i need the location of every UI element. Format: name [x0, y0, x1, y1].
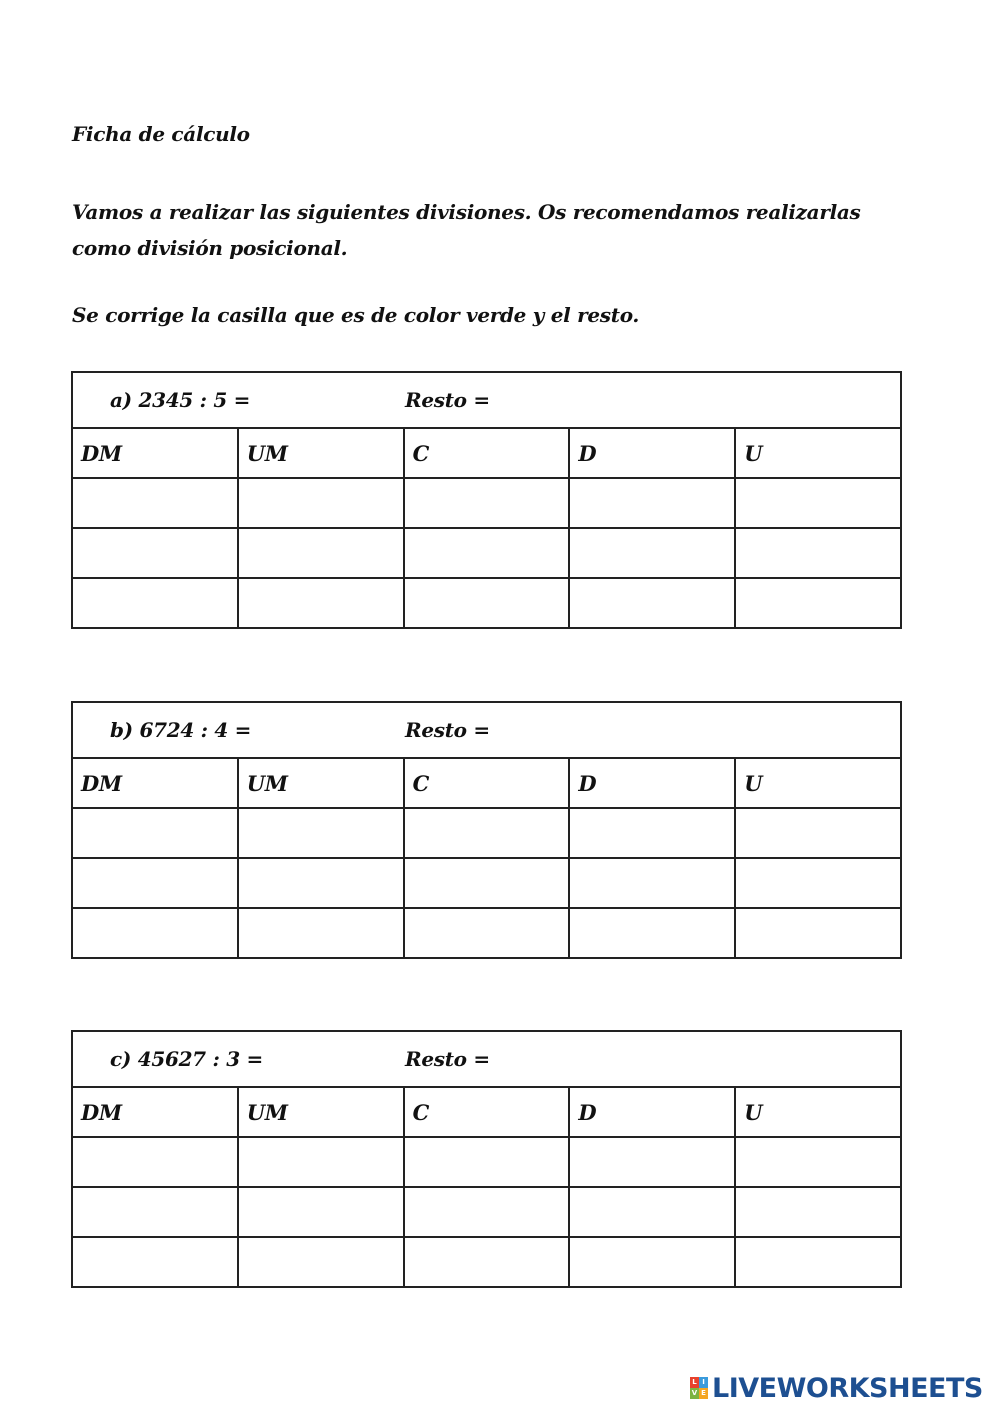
- answer-cell[interactable]: [72, 578, 238, 628]
- answer-cell[interactable]: [735, 1137, 901, 1187]
- answer-cell[interactable]: [404, 1187, 570, 1237]
- column-header-um: UM: [238, 758, 404, 808]
- column-header-um: UM: [238, 1087, 404, 1137]
- division-expression: 45627 : 3 =: [137, 1047, 263, 1071]
- answer-cell[interactable]: [238, 1187, 404, 1237]
- worksheet-title: Ficha de cálculo: [72, 122, 250, 146]
- column-header-c: C: [404, 758, 570, 808]
- logo-letter: I: [699, 1377, 708, 1388]
- answer-row: [72, 1137, 901, 1187]
- exercise-table-a: [71, 371, 902, 629]
- answer-cell[interactable]: [238, 858, 404, 908]
- answer-cell[interactable]: [735, 808, 901, 858]
- column-header-d: D: [569, 1087, 735, 1137]
- answer-cell[interactable]: [72, 478, 238, 528]
- answer-cell[interactable]: [72, 1237, 238, 1287]
- answer-row: [72, 858, 901, 908]
- exercise-table-b: [71, 701, 902, 959]
- answer-cell[interactable]: [404, 578, 570, 628]
- column-header-u: U: [735, 428, 901, 478]
- column-header-c: C: [404, 428, 570, 478]
- answer-cell[interactable]: [72, 858, 238, 908]
- answer-cell[interactable]: [404, 858, 570, 908]
- answer-cell[interactable]: [569, 528, 735, 578]
- column-header-dm: DM: [72, 758, 238, 808]
- answer-cell[interactable]: [72, 808, 238, 858]
- answer-cell[interactable]: [735, 1237, 901, 1287]
- answer-cell[interactable]: [72, 528, 238, 578]
- exercise-header: [72, 702, 901, 758]
- answer-cell[interactable]: [72, 908, 238, 958]
- answer-row: [72, 1237, 901, 1287]
- answer-cell[interactable]: [735, 1187, 901, 1237]
- answer-row: [72, 1187, 901, 1237]
- remainder-label: Resto =: [405, 388, 490, 412]
- instruction-correction: Se corrige la casilla que es de color verde y el resto.: [72, 303, 640, 327]
- column-header-c: C: [404, 1087, 570, 1137]
- remainder-label: Resto =: [405, 1047, 490, 1071]
- answer-cell[interactable]: [569, 908, 735, 958]
- exercise-header: [72, 372, 901, 428]
- logo-letter: E: [699, 1388, 708, 1399]
- answer-cell[interactable]: [72, 1137, 238, 1187]
- exercise-table-c: [71, 1030, 902, 1288]
- exercise-label: c): [110, 1047, 132, 1071]
- remainder-label: Resto =: [405, 718, 490, 742]
- instruction-division: Vamos a realizar las siguientes divisiones. Os recomendamos realizarlas como división posicional.: [72, 200, 861, 260]
- column-header-u: U: [735, 1087, 901, 1137]
- logo-letter: V: [691, 1389, 698, 1397]
- answer-row: [72, 578, 901, 628]
- answer-cell[interactable]: [569, 1187, 735, 1237]
- answer-cell[interactable]: [404, 908, 570, 958]
- problem-statement: [73, 718, 405, 742]
- answer-cell[interactable]: [238, 528, 404, 578]
- column-header-d: D: [569, 758, 735, 808]
- answer-cell[interactable]: [569, 808, 735, 858]
- answer-cell[interactable]: [404, 1237, 570, 1287]
- column-header-d: D: [569, 428, 735, 478]
- answer-cell[interactable]: [238, 1237, 404, 1287]
- answer-row: [72, 528, 901, 578]
- problem-statement: [73, 1047, 405, 1071]
- answer-row: [72, 478, 901, 528]
- liveworksheets-logo-icon: [690, 1377, 708, 1399]
- division-expression: 2345 : 5 =: [138, 388, 251, 412]
- column-header-dm: DM: [72, 428, 238, 478]
- exercise-label: b): [110, 718, 133, 742]
- column-header-dm: DM: [72, 1087, 238, 1137]
- answer-row: [72, 908, 901, 958]
- answer-cell[interactable]: [238, 1137, 404, 1187]
- exercise-label: a): [110, 388, 132, 412]
- liveworksheets-logo: [690, 1372, 983, 1404]
- answer-cell[interactable]: [569, 1137, 735, 1187]
- answer-cell[interactable]: [735, 578, 901, 628]
- answer-cell[interactable]: [569, 478, 735, 528]
- exercise-header: [72, 1031, 901, 1087]
- column-header-u: U: [735, 758, 901, 808]
- answer-cell[interactable]: [404, 478, 570, 528]
- division-expression: 6724 : 4 =: [139, 718, 252, 742]
- answer-cell[interactable]: [404, 1137, 570, 1187]
- logo-letter: L: [690, 1377, 699, 1388]
- answer-cell[interactable]: [569, 1237, 735, 1287]
- answer-cell[interactable]: [404, 808, 570, 858]
- problem-statement: [73, 388, 405, 412]
- answer-cell[interactable]: [72, 1187, 238, 1237]
- answer-row: [72, 808, 901, 858]
- answer-cell[interactable]: [238, 478, 404, 528]
- answer-cell[interactable]: [569, 578, 735, 628]
- answer-cell[interactable]: [735, 528, 901, 578]
- answer-cell[interactable]: [569, 858, 735, 908]
- logo-wordmark: LIVEWORKSHEETS: [712, 1372, 983, 1404]
- answer-cell[interactable]: [735, 478, 901, 528]
- answer-cell[interactable]: [238, 578, 404, 628]
- answer-cell[interactable]: [238, 808, 404, 858]
- answer-cell[interactable]: [238, 908, 404, 958]
- answer-cell[interactable]: [735, 908, 901, 958]
- answer-cell[interactable]: [404, 528, 570, 578]
- column-header-um: UM: [238, 428, 404, 478]
- answer-cell[interactable]: [735, 858, 901, 908]
